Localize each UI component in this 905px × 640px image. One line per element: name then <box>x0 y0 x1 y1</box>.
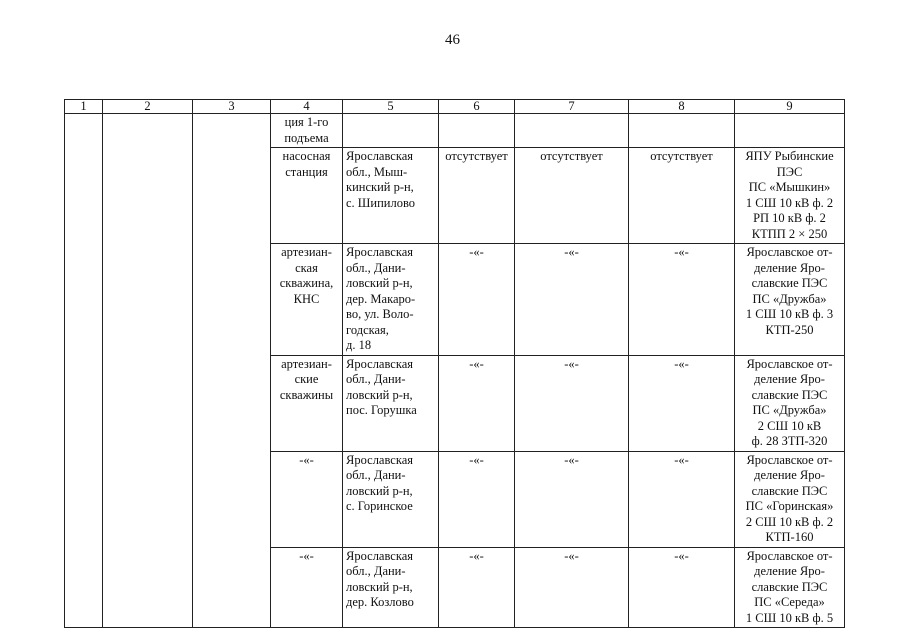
column-number: 8 <box>629 100 735 114</box>
power-source-cell: Ярославское от- деление Яро- славские ПЭС ПС «Середа» 1 СШ 10 кВ ф. 5 <box>735 547 845 628</box>
col6-cell: -«- <box>439 451 515 547</box>
page-number: 46 <box>445 32 460 48</box>
address-cell <box>343 114 439 148</box>
address-cell: Ярославская обл., Дани- ловский р-н, дер. Макаро- во, ул. Воло- годская, д. 18 <box>343 244 439 356</box>
facility-type-cell: артезиан- ские скважины <box>271 355 343 451</box>
address-cell: Ярославская обл., Дани- ловский р-н, пос. Горушка <box>343 355 439 451</box>
col7-cell: -«- <box>515 451 629 547</box>
address-cell: Ярославская обл., Дани- ловский р-н, с. Горинское <box>343 451 439 547</box>
col8-cell <box>629 114 735 148</box>
merged-cell-col1 <box>65 114 103 628</box>
merged-cell-col3 <box>193 114 271 628</box>
power-source-cell: Ярославское от- деление Яро- славские ПЭС ПС «Дружба» 2 СШ 10 кВ ф. 28 ЗТП-320 <box>735 355 845 451</box>
power-source-cell: Ярославское от- деление Яро- славские ПЭС ПС «Горинская» 2 СШ 10 кВ ф. 2 КТП-160 <box>735 451 845 547</box>
column-number: 2 <box>103 100 193 114</box>
column-number: 1 <box>65 100 103 114</box>
facility-type-cell: -«- <box>271 451 343 547</box>
merged-cell-col2 <box>103 114 193 628</box>
column-number: 6 <box>439 100 515 114</box>
power-source-cell: ЯПУ Рыбинские ПЭС ПС «Мышкин» 1 СШ 10 кВ ф. 2 РП 10 кВ ф. 2 КТПП 2 × 250 <box>735 148 845 244</box>
document-table <box>64 99 845 628</box>
col8-cell: -«- <box>629 244 735 356</box>
facility-type-cell: артезиан- ская скважина, КНС <box>271 244 343 356</box>
column-number: 4 <box>271 100 343 114</box>
facility-type-cell: ция 1-го подъема <box>271 114 343 148</box>
col6-cell <box>439 114 515 148</box>
column-number: 5 <box>343 100 439 114</box>
column-number: 7 <box>515 100 629 114</box>
column-number: 3 <box>193 100 271 114</box>
power-source-cell: Ярославское от- деление Яро- славские ПЭС ПС «Дружба» 1 СШ 10 кВ ф. 3 КТП-250 <box>735 244 845 356</box>
table-row <box>65 114 845 148</box>
address-cell: Ярославская обл., Дани- ловский р-н, дер. Козлово <box>343 547 439 628</box>
facility-type-cell: насосная станция <box>271 148 343 244</box>
table-header-row <box>65 100 845 114</box>
column-number: 9 <box>735 100 845 114</box>
col6-cell: -«- <box>439 547 515 628</box>
col8-cell: -«- <box>629 451 735 547</box>
col6-cell: -«- <box>439 355 515 451</box>
col7-cell <box>515 114 629 148</box>
facility-type-cell: -«- <box>271 547 343 628</box>
col8-cell: отсутствует <box>629 148 735 244</box>
address-cell: Ярославская обл., Мыш- кинский р-н, с. Шипилово <box>343 148 439 244</box>
col7-cell: отсутствует <box>515 148 629 244</box>
col8-cell: -«- <box>629 355 735 451</box>
col7-cell: -«- <box>515 244 629 356</box>
col6-cell: -«- <box>439 244 515 356</box>
col8-cell: -«- <box>629 547 735 628</box>
col6-cell: отсутствует <box>439 148 515 244</box>
power-source-cell <box>735 114 845 148</box>
col7-cell: -«- <box>515 355 629 451</box>
col7-cell: -«- <box>515 547 629 628</box>
